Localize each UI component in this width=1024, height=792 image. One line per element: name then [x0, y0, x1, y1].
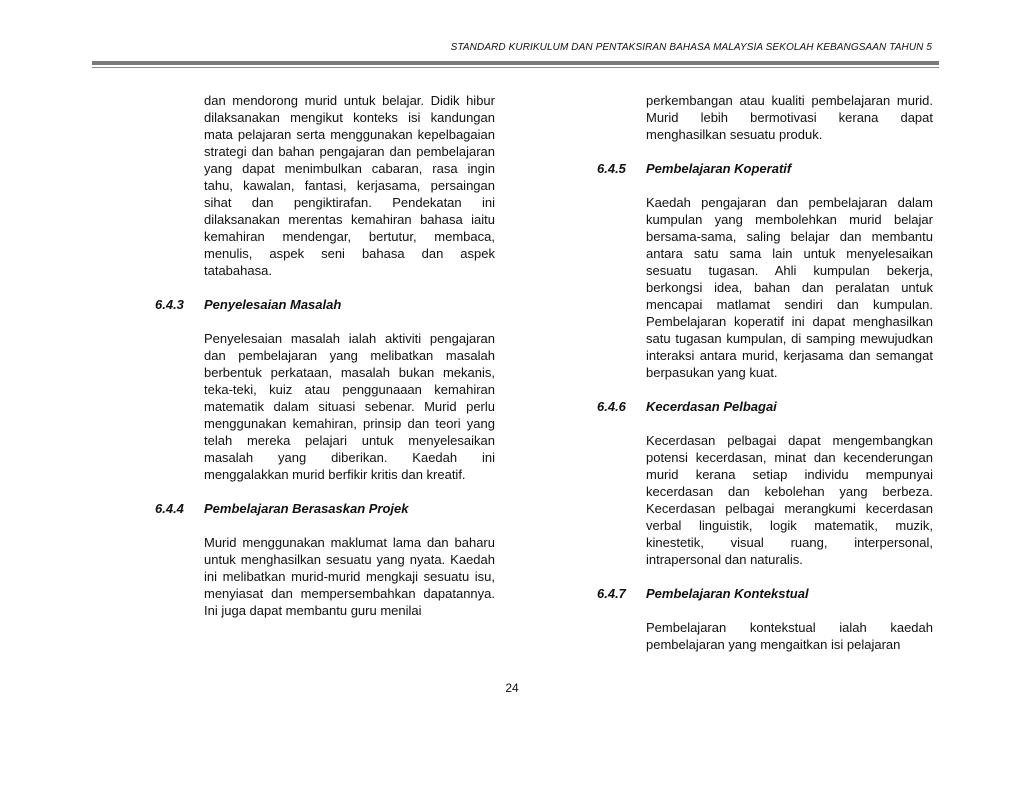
section-heading — [597, 160, 933, 177]
section-number: 6.4.3 — [155, 297, 184, 312]
section-number: 6.4.4 — [155, 501, 184, 516]
header-rule-thin — [92, 67, 939, 68]
section-title: Penyelesaian Masalah — [204, 297, 342, 312]
section-6-4-7 — [597, 585, 933, 653]
section-number: 6.4.6 — [597, 399, 626, 414]
section-6-4-4 — [155, 500, 495, 619]
section-6-4-6 — [597, 398, 933, 568]
left-intro-paragraph — [204, 92, 495, 279]
section-6-4-3 — [155, 296, 495, 483]
section-heading — [597, 398, 933, 415]
section-heading — [597, 585, 933, 602]
section-body: Pembelajaran kontekstual ialah kaedah pembelajaran yang mengaitkan isi pelajaran — [646, 620, 933, 652]
section-title: Pembelajaran Koperatif — [646, 161, 792, 176]
paragraph-text: perkembangan atau kualiti pembelajaran murid. Murid lebih bermotivasi kerana dapat menghasilkan sesuatu produk. — [646, 93, 933, 142]
header-rule-thick — [92, 61, 939, 65]
section-body: Penyelesaian masalah ialah aktiviti pengajaran dan pembelajaran yang melibatkan masalah berbentuk perkataan, masalah bukan mekanis, teka-teki, kuiz atau penggunaaan kemahiran matematik dalam situasi sebenar. Murid perlu menggunakan kemahiran, prinsip dan teori yang telah mereka pelajari untuk menyelesaikan masalah yang diberikan. Kaedah ini menggalakkan murid berfikir kritis dan kreatif. — [204, 331, 495, 482]
left-column — [155, 92, 495, 636]
section-body: Murid menggunakan maklumat lama dan baharu untuk menghasilkan sesuatu yang nyata. Kaedah ini melibatkan murid-murid mengkaji sesuatu isu, menyiasat dan mempersembahkan dapatannya. Ini juga dapat membantu guru menilai — [204, 535, 495, 618]
right-column — [597, 92, 933, 670]
running-header: STANDARD KURIKULUM DAN PENTAKSIRAN BAHASA MALAYSIA SEKOLAH KEBANGSAAN TAHUN 5 — [450, 42, 932, 53]
section-title: Pembelajaran Berasaskan Projek — [204, 501, 409, 516]
section-6-4-5 — [597, 160, 933, 381]
section-heading — [155, 296, 495, 313]
section-body: Kaedah pengajaran dan pembelajaran dalam kumpulan yang membolehkan murid belajar bersama-sama, saling belajar dan membantu antara satu sama lain untuk menyelesaikan sesuatu tugasan. Ahli kumpulan bekerja, berkongsi idea, bahan dan peralatan untuk mencapai matlamat sendiri dan kumpulan. Pembelajaran koperatif ini dapat menghasilkan satu tugasan kumpulan, di samping mewujudkan interaksi antara murid, kerjasama dan semangat berpasukan yang kuat. — [646, 195, 933, 380]
right-intro-paragraph — [646, 92, 933, 143]
section-body: Kecerdasan pelbagai dapat mengembangkan potensi kecerdasan, minat dan kecenderungan murid kerana setiap individu mempunyai kecerdasan dan kebolehan yang berbeza. Kecerdasan pelbagai merangkumi kecerdasan verbal linguistik, logik matematik, muzik, kinestetik, visual ruang, interpersonal, intrapersonal dan naturalis. — [646, 433, 933, 567]
section-number: 6.4.5 — [597, 161, 626, 176]
section-number: 6.4.7 — [597, 586, 626, 601]
paragraph-text: dan mendorong murid untuk belajar. Didik hibur dilaksanakan mengikut konteks isi kandungan mata pelajaran serta menggunakan kepelbagaian strategi dan bahan pengajaran dan pembelajaran yang dapat menimbulkan cabaran, rasa ingin tahu, kawalan, fantasi, kerjasama, persaingan sihat dan pengiktirafan. Pendekatan ini dilaksanakan merentas kemahiran bahasa iaitu kemahiran mendengar, bertutur, membaca, menulis, aspek seni bahasa dan aspek tatabahasa. — [204, 93, 495, 278]
section-title: Pembelajaran Kontekstual — [646, 586, 809, 601]
section-heading — [155, 500, 495, 517]
page-number: 24 — [505, 681, 519, 695]
section-title: Kecerdasan Pelbagai — [646, 399, 777, 414]
